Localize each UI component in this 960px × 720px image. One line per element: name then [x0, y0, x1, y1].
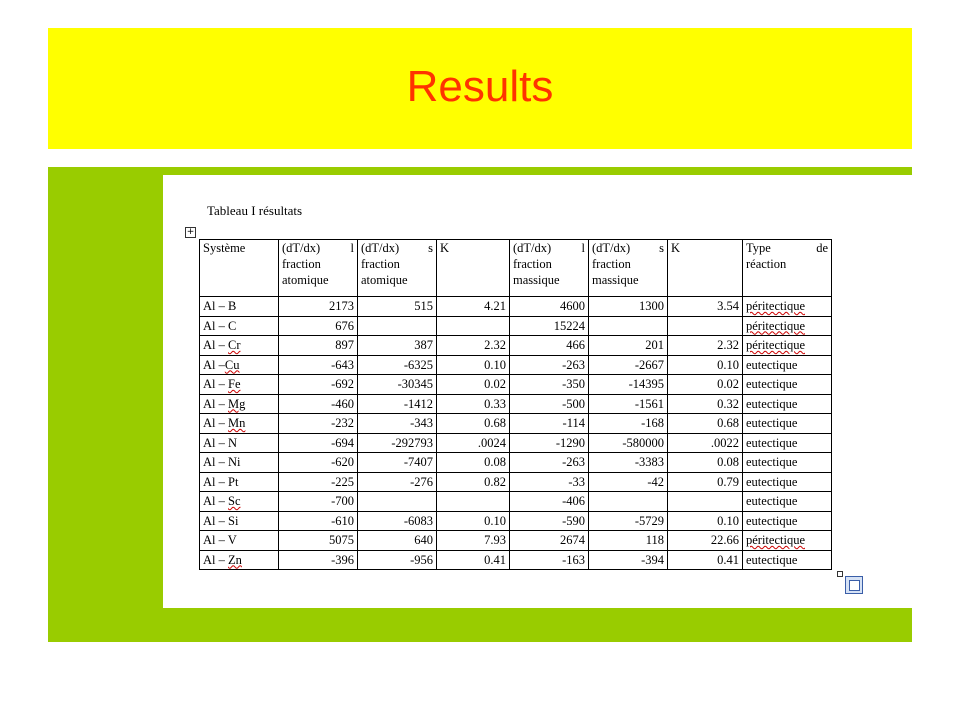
system-element: Zn [228, 552, 242, 567]
header-text: massique [592, 273, 639, 287]
header-text: (dT/dx) [282, 241, 321, 255]
value-cell: 0.82 [437, 472, 510, 492]
value-cell: -643 [279, 355, 358, 375]
header-text: K [671, 241, 681, 255]
value-cell: -460 [279, 394, 358, 414]
value-cell: -292793 [358, 433, 437, 453]
system-label: Al – V [203, 533, 237, 547]
value-cell [437, 316, 510, 336]
value-cell [668, 492, 743, 512]
value-cell: 201 [589, 336, 668, 356]
system-label: Al – Si [203, 513, 239, 528]
reaction-type: péritectique [746, 299, 805, 313]
value-cell: 0.32 [668, 394, 743, 414]
value-cell: -14395 [589, 375, 668, 395]
system-element: Cu [224, 357, 240, 372]
header-cell [200, 240, 279, 297]
table-header-row [200, 240, 832, 297]
value-cell: -168 [589, 414, 668, 434]
header-text: fraction [513, 257, 552, 271]
value-cell: 0.41 [668, 550, 743, 570]
system-label: Al – Pt [203, 474, 239, 489]
header-text: fraction [592, 257, 631, 271]
header-text: (dT/dx) [513, 241, 552, 255]
value-cell: 0.10 [437, 511, 510, 531]
value-cell: -590 [510, 511, 589, 531]
table-row [200, 394, 832, 414]
system-element: Cr [228, 338, 241, 352]
value-cell [358, 316, 437, 336]
value-cell: 2.32 [668, 336, 743, 356]
value-cell: 0.10 [668, 355, 743, 375]
value-cell: 4600 [510, 297, 589, 317]
header-cell [437, 240, 510, 297]
table-row [200, 375, 832, 395]
value-cell: -610 [279, 511, 358, 531]
system-cell [200, 433, 279, 453]
value-cell: 0.10 [668, 511, 743, 531]
reaction-type: eutectique [746, 435, 798, 450]
header-line [361, 240, 433, 256]
reaction-type-cell [743, 492, 832, 512]
header-cell [589, 240, 668, 297]
value-cell: 897 [279, 336, 358, 356]
table-resize-handle-icon[interactable] [837, 571, 843, 577]
value-cell: -163 [510, 550, 589, 570]
value-cell: -2667 [589, 355, 668, 375]
reaction-type: eutectique [746, 552, 798, 567]
reaction-type: eutectique [746, 455, 798, 469]
value-cell: 0.41 [437, 550, 510, 570]
reaction-type: eutectique [746, 377, 798, 391]
value-cell: -396 [279, 550, 358, 570]
value-cell: 0.02 [437, 375, 510, 395]
value-cell: 15224 [510, 316, 589, 336]
header-cell [279, 240, 358, 297]
value-cell: 1300 [589, 297, 668, 317]
system-cell [200, 297, 279, 317]
table-row [200, 511, 832, 531]
header-line [592, 240, 664, 256]
value-cell [668, 316, 743, 336]
header-text: (dT/dx) [592, 241, 631, 255]
system-cell [200, 550, 279, 570]
header-text: de [816, 241, 828, 255]
value-cell [589, 492, 668, 512]
value-cell: -620 [279, 453, 358, 473]
value-cell: -350 [510, 375, 589, 395]
reaction-type-cell [743, 375, 832, 395]
header-text: Type [746, 241, 771, 255]
header-text: réaction [746, 257, 787, 271]
header-text: fraction [361, 257, 400, 271]
reaction-type-cell [743, 531, 832, 551]
value-cell: 0.68 [668, 414, 743, 434]
value-cell: 0.33 [437, 394, 510, 414]
reaction-type-cell [743, 355, 832, 375]
reaction-type-cell [743, 433, 832, 453]
system-label: Al – N [203, 435, 238, 450]
system-cell [200, 316, 279, 336]
reaction-type: eutectique [746, 474, 798, 489]
value-cell: 0.08 [437, 453, 510, 473]
value-cell: -394 [589, 550, 668, 570]
value-cell: -343 [358, 414, 437, 434]
header-cell [743, 240, 832, 297]
system-label: Al – [203, 416, 228, 430]
value-cell: -7407 [358, 453, 437, 473]
value-cell: -6083 [358, 511, 437, 531]
reaction-type: eutectique [746, 494, 798, 508]
value-cell: 387 [358, 336, 437, 356]
header-text: fraction [282, 257, 321, 271]
system-cell [200, 414, 279, 434]
system-label: Al – C [203, 318, 237, 333]
value-cell: -263 [510, 355, 589, 375]
value-cell: -263 [510, 453, 589, 473]
value-cell: 4.21 [437, 297, 510, 317]
header-text: K [440, 241, 450, 255]
reaction-type: eutectique [746, 513, 798, 528]
value-cell: 0.02 [668, 375, 743, 395]
value-cell: -30345 [358, 375, 437, 395]
reaction-type-cell [743, 550, 832, 570]
value-cell: -1290 [510, 433, 589, 453]
value-cell: .0022 [668, 433, 743, 453]
value-cell: -700 [279, 492, 358, 512]
system-cell [200, 355, 279, 375]
header-line [282, 240, 354, 256]
system-cell [200, 492, 279, 512]
value-cell: -500 [510, 394, 589, 414]
value-cell: 2674 [510, 531, 589, 551]
value-cell: 515 [358, 297, 437, 317]
results-table [199, 239, 832, 570]
table-row [200, 433, 832, 453]
value-cell: -406 [510, 492, 589, 512]
table-row [200, 297, 832, 317]
system-element: Mg [228, 396, 246, 411]
value-cell: -276 [358, 472, 437, 492]
table-row [200, 531, 832, 551]
value-cell: -232 [279, 414, 358, 434]
header-text: l [581, 241, 585, 255]
header-cell [668, 240, 743, 297]
value-cell: 7.93 [437, 531, 510, 551]
value-cell: 466 [510, 336, 589, 356]
value-cell [589, 316, 668, 336]
value-cell: -3383 [589, 453, 668, 473]
value-cell: 3.54 [668, 297, 743, 317]
table-row [200, 550, 832, 570]
slide-title: Results [406, 62, 554, 111]
reaction-type-cell [743, 511, 832, 531]
header-text: s [659, 241, 664, 255]
reaction-type-cell [743, 472, 832, 492]
value-cell: 0.68 [437, 414, 510, 434]
system-label: Al – [203, 377, 228, 391]
system-cell [200, 511, 279, 531]
system-label: Al – [203, 338, 228, 352]
header-text: Système [203, 241, 246, 255]
system-label: Al – [203, 396, 228, 411]
header-text: atomique [361, 273, 408, 287]
table-caption: Tableau I résultats [207, 203, 303, 218]
value-cell: -956 [358, 550, 437, 570]
system-cell [200, 472, 279, 492]
reaction-type-cell [743, 297, 832, 317]
value-cell: 0.08 [668, 453, 743, 473]
value-cell: -114 [510, 414, 589, 434]
system-label: Al – B [203, 299, 237, 313]
header-line [746, 240, 828, 256]
reaction-type-cell [743, 316, 832, 336]
value-cell: .0024 [437, 433, 510, 453]
system-cell [200, 336, 279, 356]
system-label: Al – [203, 494, 228, 508]
value-cell: -1561 [589, 394, 668, 414]
title-band [48, 28, 912, 149]
value-cell: 22.66 [668, 531, 743, 551]
header-cell [510, 240, 589, 297]
system-cell [200, 453, 279, 473]
table-row [200, 355, 832, 375]
reaction-type: eutectique [746, 357, 798, 372]
value-cell: -1412 [358, 394, 437, 414]
system-element: Mn [228, 416, 246, 430]
table-row [200, 492, 832, 512]
header-text: s [428, 241, 433, 255]
value-cell: -580000 [589, 433, 668, 453]
reaction-type-cell [743, 414, 832, 434]
value-cell: 2173 [279, 297, 358, 317]
system-cell [200, 394, 279, 414]
header-text: atomique [282, 273, 329, 287]
reaction-type-cell [743, 336, 832, 356]
table-row [200, 453, 832, 473]
value-cell: -6325 [358, 355, 437, 375]
value-cell: -33 [510, 472, 589, 492]
value-cell: 118 [589, 531, 668, 551]
value-cell: 2.32 [437, 336, 510, 356]
paste-options-icon[interactable] [845, 576, 863, 594]
reaction-type: péritectique [746, 318, 805, 333]
value-cell: 5075 [279, 531, 358, 551]
value-cell: 0.79 [668, 472, 743, 492]
system-cell [200, 375, 279, 395]
header-text: (dT/dx) [361, 241, 400, 255]
system-label: Al – Ni [203, 455, 241, 469]
value-cell: -5729 [589, 511, 668, 531]
value-cell [358, 492, 437, 512]
table-row [200, 472, 832, 492]
table-row [200, 316, 832, 336]
table-row [200, 414, 832, 434]
system-label: Al – [203, 552, 228, 567]
value-cell: -42 [589, 472, 668, 492]
value-cell: -225 [279, 472, 358, 492]
system-element: Sc [228, 494, 241, 508]
system-element: Fe [228, 377, 241, 391]
table-row [200, 336, 832, 356]
value-cell: 0.10 [437, 355, 510, 375]
system-label: Al – [203, 357, 225, 372]
header-text: massique [513, 273, 560, 287]
value-cell: 640 [358, 531, 437, 551]
value-cell: -692 [279, 375, 358, 395]
system-cell [200, 531, 279, 551]
header-cell [358, 240, 437, 297]
value-cell [437, 492, 510, 512]
reaction-type: eutectique [746, 416, 798, 430]
header-line [513, 240, 585, 256]
table-move-handle-icon[interactable]: + [186, 227, 195, 237]
reaction-type: eutectique [746, 396, 798, 411]
reaction-type: péritectique [746, 338, 805, 352]
reaction-type-cell [743, 394, 832, 414]
value-cell: 676 [279, 316, 358, 336]
reaction-type-cell [743, 453, 832, 473]
header-text: l [350, 241, 354, 255]
reaction-type: péritectique [746, 533, 805, 547]
value-cell: -694 [279, 433, 358, 453]
